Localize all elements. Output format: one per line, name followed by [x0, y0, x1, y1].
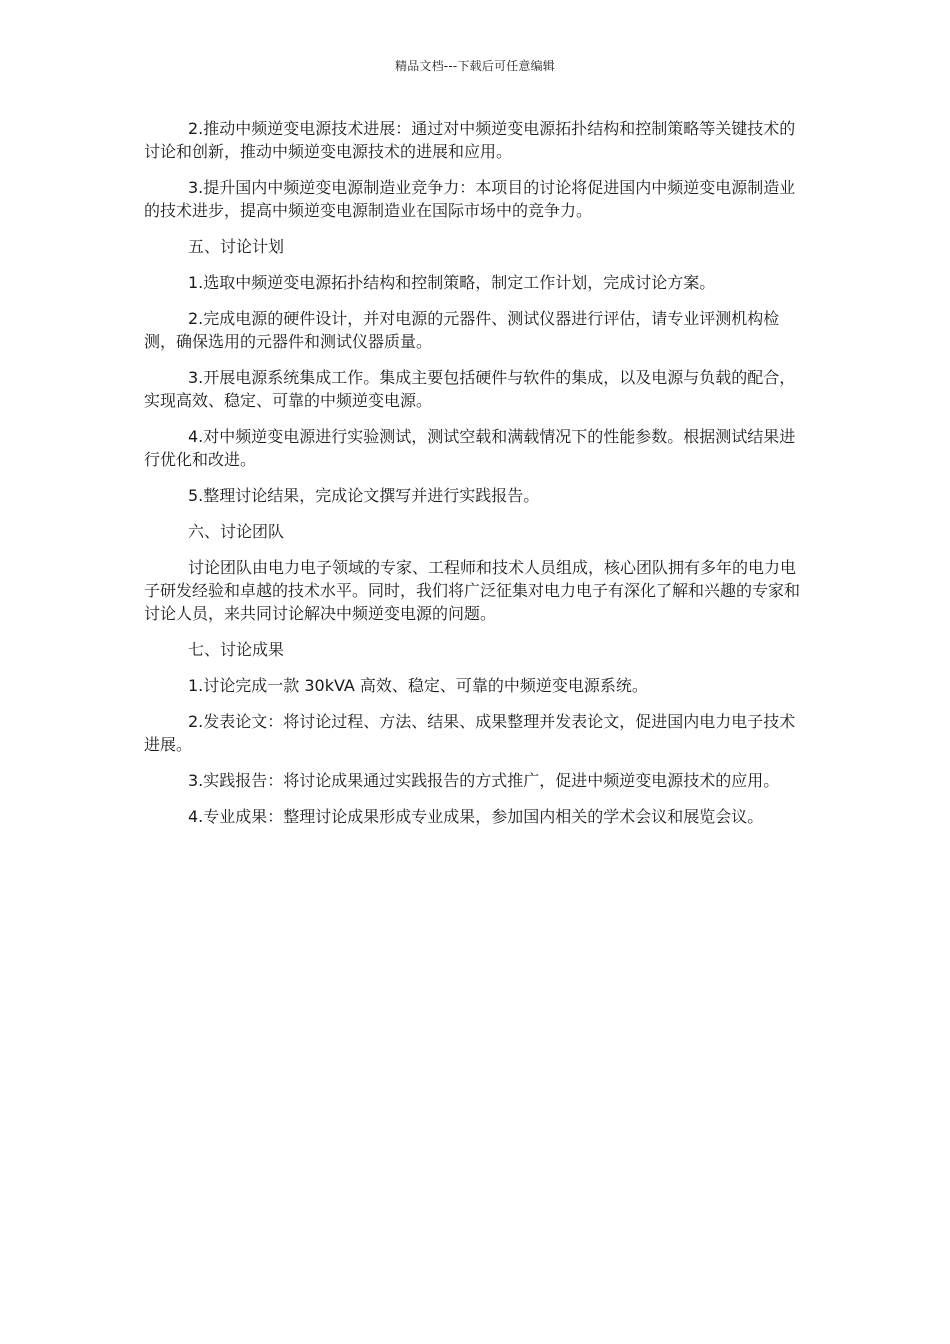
paragraph-plan-3: 3.开展电源系统集成工作。集成主要包括硬件与软件的集成，以及电源与负载的配合，实现高效、稳定、可靠的中频逆变电源。 — [144, 368, 796, 410]
paragraph-team: 讨论团队由电力电子领域的专家、工程师和技术人员组成，核心团队拥有多年的电力电子研发经验和卓越的技术水平。同时，我们将广泛征集对电力电子有深化了解和兴趣的专家和讨论人员，来共同讨论解决中频逆变电源的问题。 — [144, 558, 801, 623]
paragraph-result-3: 3.实践报告：将讨论成果通过实践报告的方式推广，促进中频逆变电源技术的应用。 — [188, 771, 780, 790]
paragraph-result-4: 4.专业成果：整理讨论成果形成专业成果，参加国内相关的学术会议和展览会议。 — [188, 807, 764, 826]
paragraph-plan-2: 2.完成电源的硬件设计，并对电源的元器件、测试仪器进行评估，请专业评测机构检测，确保选用的元器件和测试仪器质量。 — [144, 309, 780, 351]
paragraph-goal-3: 3.提升国内中频逆变电源制造业竞争力：本项目的讨论将促进国内中频逆变电源制造业的技术进步，提高中频逆变电源制造业在国际市场中的竞争力。 — [144, 178, 796, 220]
section-heading-team: 六、讨论团队 — [188, 522, 285, 541]
paragraph-goal-2: 2.推动中频逆变电源技术进展：通过对中频逆变电源拓扑结构和控制策略等关键技术的讨论和创新，推动中频逆变电源技术的进展和应用。 — [144, 119, 796, 161]
document-body — [144, 117, 806, 841]
paragraph-plan-1: 1.选取中频逆变电源拓扑结构和控制策略，制定工作计划，完成讨论方案。 — [188, 273, 716, 292]
paragraph-plan-5: 5.整理讨论结果，完成论文撰写并进行实践报告。 — [188, 486, 540, 505]
paragraph-result-1: 1.讨论完成一款 30kVA 高效、稳定、可靠的中频逆变电源系统。 — [188, 676, 648, 695]
section-heading-results: 七、讨论成果 — [188, 640, 285, 659]
paragraph-plan-4: 4.对中频逆变电源进行实验测试，测试空载和满载情况下的性能参数。根据测试结果进行优化和改进。 — [144, 427, 796, 469]
paragraph-result-2: 2.发表论文：将讨论过程、方法、结果、成果整理并发表论文，促进国内电力电子技术进展。 — [144, 712, 796, 754]
section-heading-plan: 五、讨论计划 — [188, 237, 285, 256]
page-header: 精品文档---下载后可任意编辑 — [395, 59, 555, 73]
